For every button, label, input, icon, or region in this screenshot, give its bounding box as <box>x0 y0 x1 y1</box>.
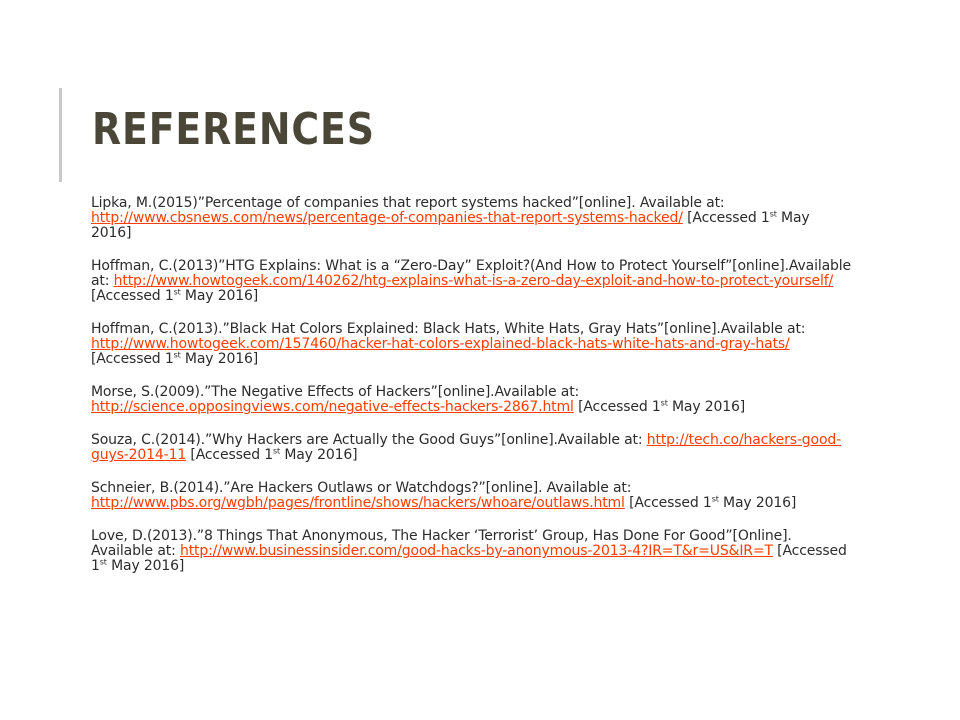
accessed-text: [Accessed 1 <box>624 495 712 511</box>
accessed-date: May 2016] <box>106 558 185 574</box>
reference-item <box>91 196 851 241</box>
reference-text: Love, D.(2013).”8 Things That Anonymous, The Hacker ‘Terrorist’ Group, Has Done For Good”[Online]. Available at: <box>91 528 792 559</box>
title-accent-bar <box>59 88 62 182</box>
ordinal-suffix: st <box>99 557 107 567</box>
accessed-text: [Accessed 1 <box>573 399 661 415</box>
reference-text: Morse, S.(2009).”The Negative Effects of Hackers”[online].Available at: <box>91 384 580 400</box>
accessed-text: [Accessed 1 <box>91 288 174 304</box>
reference-link[interactable]: http://tech.co/hackers-good-guys-2014-11 <box>91 432 842 463</box>
ordinal-suffix: st <box>711 494 719 504</box>
accessed-date: May 2016] <box>280 447 358 463</box>
reference-link[interactable]: http://www.howtogeek.com/157460/hacker-hat-colors-explained-black-hats-white-hats-and-gray-hats/ <box>91 336 790 352</box>
reference-link[interactable]: http://www.howtogeek.com/140262/htg-explains-what-is-a-zero-day-exploit-and-how-to-protect-yourself/ <box>113 273 834 289</box>
ordinal-suffix: st <box>769 209 777 219</box>
reference-item <box>91 433 851 463</box>
reference-link[interactable]: http://www.businessinsider.com/good-hacks-by-anonymous-2013-4?IR=T&r=US&IR=T <box>179 543 773 559</box>
accessed-date: May 2016] <box>91 210 810 241</box>
reference-text: Hoffman, C.(2013)”HTG Explains: What is a “Zero-Day” Exploit?(And How to Protect Yourself”[online].Available at: <box>91 258 851 289</box>
accessed-text: [Accessed 1 <box>91 351 174 367</box>
reference-list <box>91 196 851 592</box>
reference-link[interactable]: http://science.opposingviews.com/negative-effects-hackers-2867.html <box>91 399 574 415</box>
ordinal-suffix: st <box>273 446 281 456</box>
reference-item <box>91 529 851 574</box>
accessed-date: May 2016] <box>718 495 797 511</box>
ordinal-suffix: st <box>173 287 181 297</box>
slide-title: REFERENCES <box>92 104 375 155</box>
reference-link[interactable]: http://www.cbsnews.com/news/percentage-of-companies-that-report-systems-hacked/ <box>91 210 683 226</box>
accessed-date: May 2016] <box>180 351 259 367</box>
accessed-text: [Accessed 1 <box>91 543 847 574</box>
accessed-date: May 2016] <box>667 399 746 415</box>
reference-link[interactable]: http://www.pbs.org/wgbh/pages/frontline/shows/hackers/whoare/outlaws.html <box>91 495 625 511</box>
accessed-text: [Accessed 1 <box>682 210 770 226</box>
reference-text: Souza, C.(2014).”Why Hackers are Actually the Good Guys”[online].Available at: <box>91 432 647 448</box>
reference-item <box>91 481 851 511</box>
accessed-date: May 2016] <box>180 288 259 304</box>
reference-item <box>91 385 851 415</box>
ordinal-suffix: st <box>660 398 668 408</box>
reference-text: Schneier, B.(2014).”Are Hackers Outlaws or Watchdogs?”[online]. Available at: <box>91 480 632 496</box>
ordinal-suffix: st <box>173 350 181 360</box>
reference-text: Lipka, M.(2015)”Percentage of companies that report systems hacked”[online]. Available at: <box>91 195 725 211</box>
reference-item <box>91 259 851 304</box>
reference-item <box>91 322 851 367</box>
accessed-text: [Accessed 1 <box>186 447 273 463</box>
reference-text: Hoffman, C.(2013).”Black Hat Colors Explained: Black Hats, White Hats, Gray Hats”[online].Available at: <box>91 321 806 337</box>
